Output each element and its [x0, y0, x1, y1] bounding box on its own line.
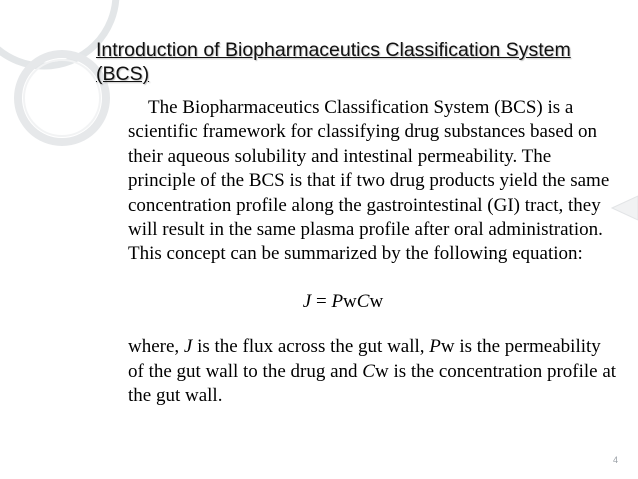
slide-body: [128, 96, 618, 408]
slide-title: Introduction of Biopharmaceutics Classification System (BCS): [96, 39, 571, 85]
intro-paragraph: The Biopharmaceutics Classification System (BCS) is a scientific framework for classifying drug substances based on their aqueous solubility and intestinal permeability. The principle of the BCS is that if two drug products yield the same concentration profile along the gastrointestinal (GI) tract, they will result in the same plasma profile after oral administration. This concept can be summarized by the following equation:: [128, 97, 610, 265]
page-number: 4: [612, 455, 618, 465]
definition-paragraph: where, J is the flux across the gut wall, Pw is the permeability of the gut wall to the drug and Cw is the concentration profile at the gut wall.: [128, 336, 617, 407]
flux-equation: J = PwCw: [302, 290, 384, 312]
